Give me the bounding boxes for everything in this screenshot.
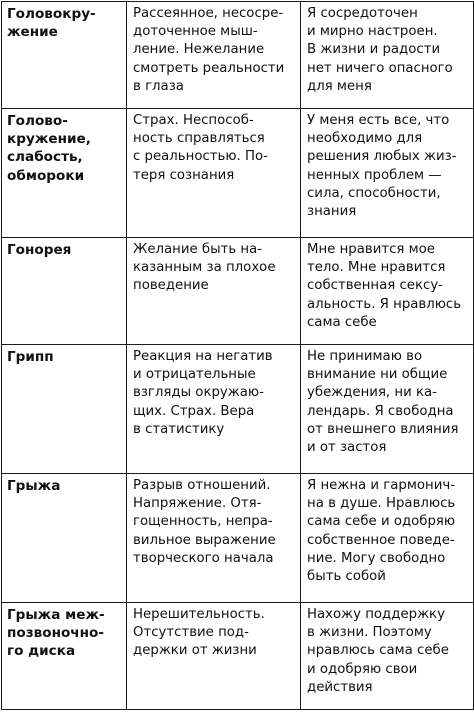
cause-line: Напряжение. Отя-	[133, 496, 262, 512]
affirmation-line: сила, способности,	[307, 185, 441, 201]
ailment-name-line: Грыжа	[7, 478, 61, 494]
table-row	[2, 603, 474, 710]
cause-line: ность справляться	[133, 131, 265, 147]
cause-line: Отсутствие под-	[133, 625, 249, 641]
cause-line: ление. Нежелание	[133, 42, 265, 58]
affirmation-line: альность. Я нравлюсь	[307, 296, 462, 312]
affirmation-cell	[301, 238, 474, 345]
affirmation-line: убеждения, ни ка-	[307, 385, 437, 401]
cause-line: творческого начала	[133, 550, 274, 566]
affirmation-line: У меня есть все, что	[307, 113, 450, 128]
ailment-name-line: го диска	[7, 643, 76, 660]
cause-line: Желание быть на-	[133, 242, 263, 257]
ailment-name-line: жение	[7, 24, 58, 41]
cause-cell	[127, 109, 301, 238]
ailment-name-cell	[2, 109, 127, 238]
affirmation-line: и мирно настроен.	[307, 24, 438, 40]
ailment-name-line: слабость,	[7, 149, 83, 166]
cause-line: вильное выражение	[133, 532, 276, 548]
affirmation-line: Мне нравится мое	[307, 242, 435, 257]
ailment-name-line: Головокру-	[7, 6, 96, 22]
affirmation-line: лендарь. Я свободна	[307, 403, 454, 419]
affirmation-line: Не принимаю во	[307, 349, 423, 364]
cause-line: в глаза	[133, 78, 184, 94]
affirmation-line: Я сосредоточен	[307, 6, 418, 21]
ailments-table	[1, 1, 474, 710]
table-row	[2, 345, 474, 474]
cause-cell	[127, 474, 301, 603]
cause-line: Разрыв отношений.	[133, 478, 271, 493]
affirmation-cell	[301, 345, 474, 474]
ailment-name-line: кружение,	[7, 131, 91, 148]
ailment-name-cell	[2, 238, 127, 345]
cause-line: поведение	[133, 278, 209, 294]
affirmation-line: для меня	[307, 78, 372, 94]
cause-line: с реальностью. По-	[133, 149, 268, 165]
ailment-name-line: Грипп	[7, 349, 54, 365]
cause-cell	[127, 603, 301, 710]
affirmation-line: необходимо для	[307, 131, 423, 147]
affirmation-line: Нахожу поддержку	[307, 607, 445, 622]
affirmation-line: сама себе	[307, 314, 377, 330]
cause-cell	[127, 238, 301, 345]
affirmation-line: и одобряю свои	[307, 661, 418, 677]
cause-line: Нерешительность.	[133, 607, 265, 622]
affirmation-cell	[301, 474, 474, 603]
ailment-name-line: Грыжа меж-	[7, 607, 105, 623]
ailment-name-line: обмороки	[7, 167, 85, 184]
affirmation-line: Я нежна и гармонич-	[307, 478, 455, 493]
cause-line: гощенность, непра-	[133, 514, 273, 530]
table-row	[2, 109, 474, 238]
cause-line: Реакция на негатив	[133, 349, 273, 364]
affirmation-line: тело. Мне нравится	[307, 260, 446, 276]
affirmation-line: В жизни и радости	[307, 42, 441, 58]
cause-cell	[127, 2, 301, 109]
table-row	[2, 238, 474, 345]
affirmation-line: быть собой	[307, 569, 386, 585]
affirmation-line: ненных проблем —	[307, 167, 442, 183]
cause-line: в статистику	[133, 421, 225, 437]
affirmation-line: в жизни. Поэтому	[307, 625, 432, 641]
ailment-name-line: позвоночно-	[7, 625, 105, 642]
ailment-name-line: Гонорея	[7, 242, 72, 258]
cause-line: держки от жизни	[133, 643, 257, 659]
affirmation-cell	[301, 603, 474, 710]
affirmation-line: нет ничего опасного	[307, 60, 453, 76]
cause-line: смотреть реальности	[133, 60, 285, 76]
affirmation-line: собственная сексу-	[307, 278, 443, 294]
table-row	[2, 2, 474, 109]
cause-line: Рассеянное, несосре-	[133, 6, 284, 21]
affirmation-cell	[301, 2, 474, 109]
affirmation-line: ние. Могу свободно	[307, 550, 446, 566]
ailment-name-cell	[2, 603, 127, 710]
affirmation-line: внимание ни общие	[307, 367, 448, 383]
table-row	[2, 474, 474, 603]
cause-cell	[127, 345, 301, 474]
affirmation-line: собственное поведе-	[307, 532, 455, 548]
affirmation-line: действия	[307, 679, 373, 695]
affirmation-line: от внешнего влияния	[307, 421, 459, 437]
affirmation-line: знания	[307, 204, 357, 220]
cause-line: доточенное мыш-	[133, 24, 258, 40]
cause-line: казанным за плохое	[133, 260, 276, 276]
affirmation-line: нравлюсь сама себе	[307, 643, 449, 659]
ailment-name-cell	[2, 474, 127, 603]
ailment-name-line: Голово-	[7, 113, 68, 129]
affirmation-line: и от застоя	[307, 440, 387, 456]
affirmation-cell	[301, 109, 474, 238]
cause-line: взгляды окружаю-	[133, 385, 264, 401]
affirmation-line: решения любых жиз-	[307, 149, 457, 165]
ailment-name-cell	[2, 2, 127, 109]
cause-line: и отрицательные	[133, 367, 256, 383]
affirmation-line: на в душе. Нравлюсь	[307, 496, 456, 512]
cause-line: Страх. Неспособ-	[133, 113, 254, 128]
ailment-name-cell	[2, 345, 127, 474]
cause-line: щих. Страх. Вера	[133, 403, 255, 419]
affirmation-line: сама себе и одобряю	[307, 514, 456, 530]
cause-line: теря сознания	[133, 167, 235, 183]
